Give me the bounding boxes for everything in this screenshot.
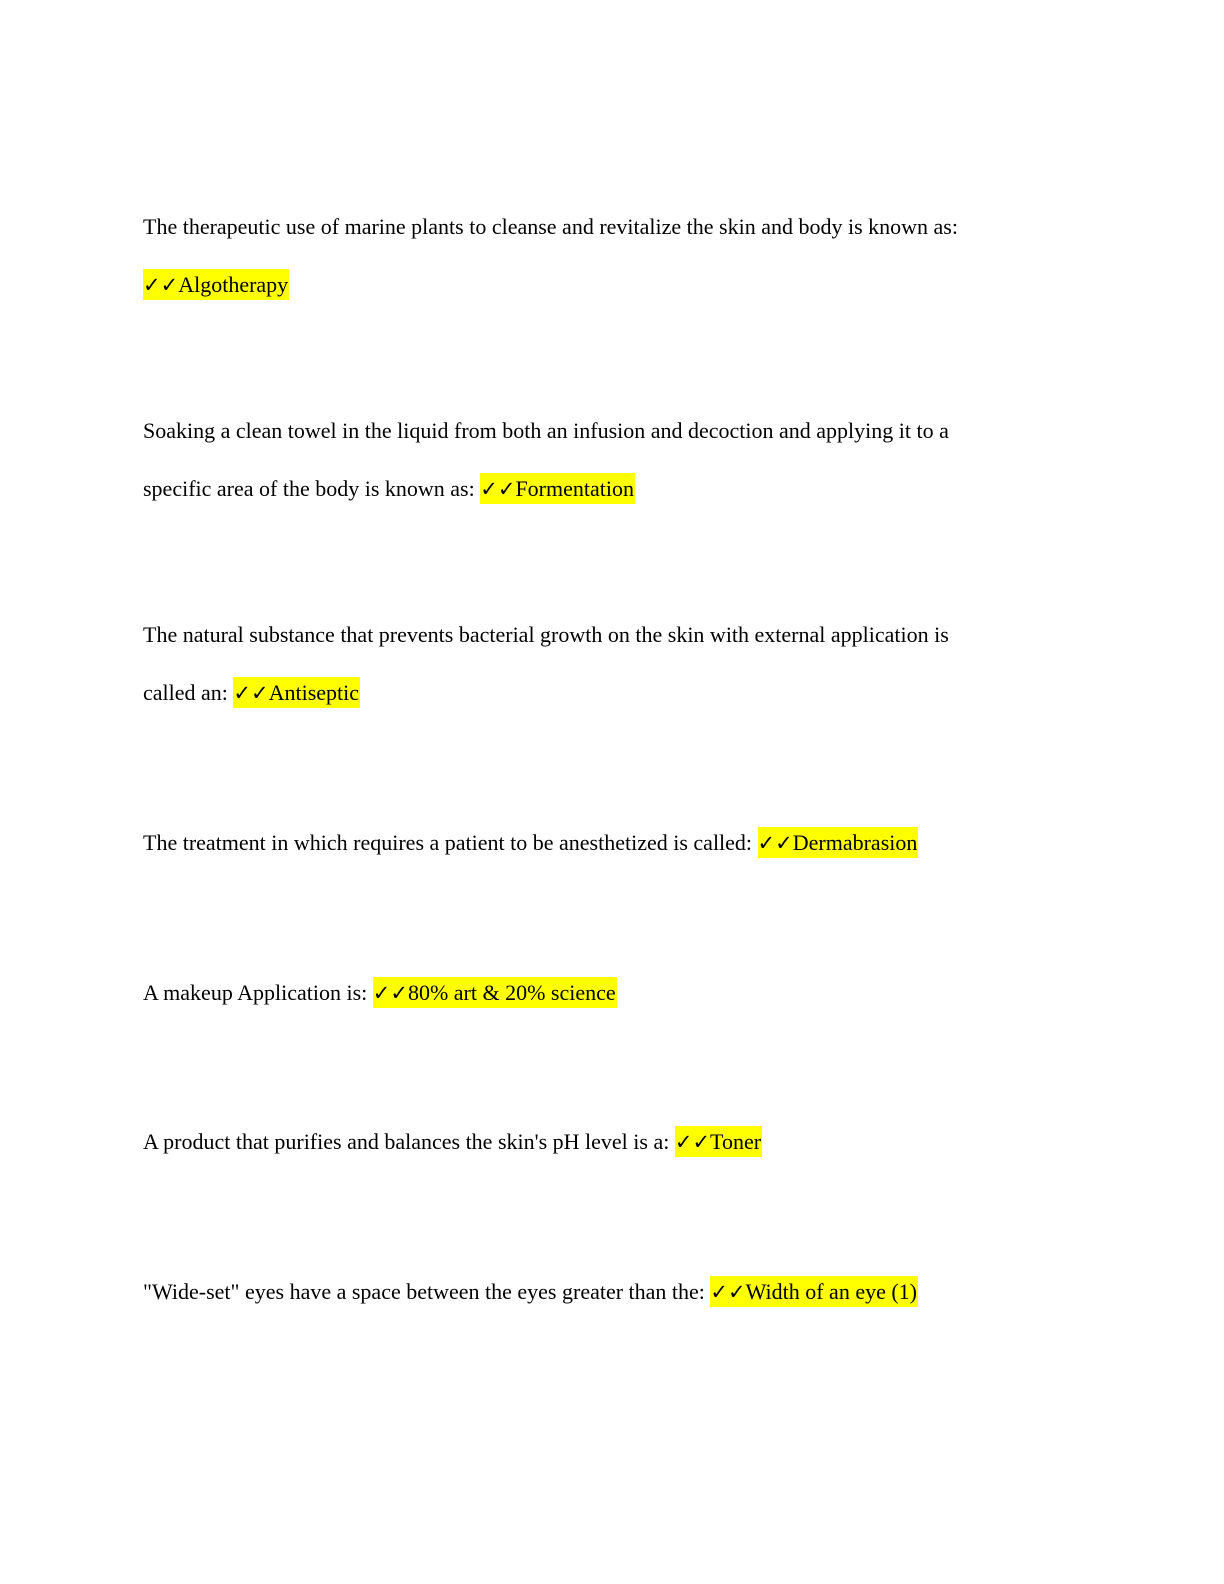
question-7-row [143,1277,918,1307]
double-check-icon: ✓✓ [233,681,269,705]
answer-6-text: Toner [710,1129,762,1154]
question-6-row [143,1127,762,1157]
answer-3-text: Antiseptic [268,680,360,705]
answer-1-highlight [143,269,289,300]
answer-1-line [143,270,289,300]
question-6-text: A product that purifies and balances the skin's pH level is a: [143,1129,675,1154]
question-5-text: A makeup Application is: [143,980,373,1005]
question-4-row [143,828,918,858]
double-check-icon: ✓✓ [710,1280,746,1304]
question-2-line-1: Soaking a clean towel in the liquid from both an infusion and decoction and applying it to a [143,418,949,443]
answer-7-highlight [710,1276,918,1307]
question-3-text [143,620,949,650]
answer-5-highlight [373,977,617,1008]
question-1-line-1: The therapeutic use of marine plants to cleanse and revitalize the skin and body is known as: [143,214,958,239]
question-4-text: The treatment in which requires a patient to be anesthetized is called: [143,830,758,855]
question-2-line-2: specific area of the body is known as: [143,476,481,501]
double-check-icon: ✓✓ [143,273,179,297]
question-7-text: "Wide-set" eyes have a space between the eyes greater than the: [143,1279,711,1304]
answer-1-text: Algotherapy [178,272,289,297]
answer-2-highlight [480,473,635,504]
answer-6-highlight [675,1126,762,1157]
answer-7-text: Width of an eye (1) [745,1279,918,1304]
question-3-line-2: called an: [143,680,234,705]
question-5-row [143,978,617,1008]
answer-2-text: Formentation [515,476,634,501]
double-check-icon: ✓✓ [757,831,793,855]
question-2-line-2-row [143,474,635,504]
answer-4-highlight [758,827,919,858]
question-3-line-1: The natural substance that prevents bacterial growth on the skin with external application is [143,622,949,647]
double-check-icon: ✓✓ [480,477,516,501]
question-3-line-2-row [143,678,360,708]
answer-5-text: 80% art & 20% science [407,980,616,1005]
question-2-text [143,416,949,446]
double-check-icon: ✓✓ [674,1130,711,1154]
answer-3-highlight [233,677,360,708]
double-check-icon: ✓✓ [372,981,408,1005]
question-1-text [143,212,958,242]
answer-4-text: Dermabrasion [792,830,918,855]
